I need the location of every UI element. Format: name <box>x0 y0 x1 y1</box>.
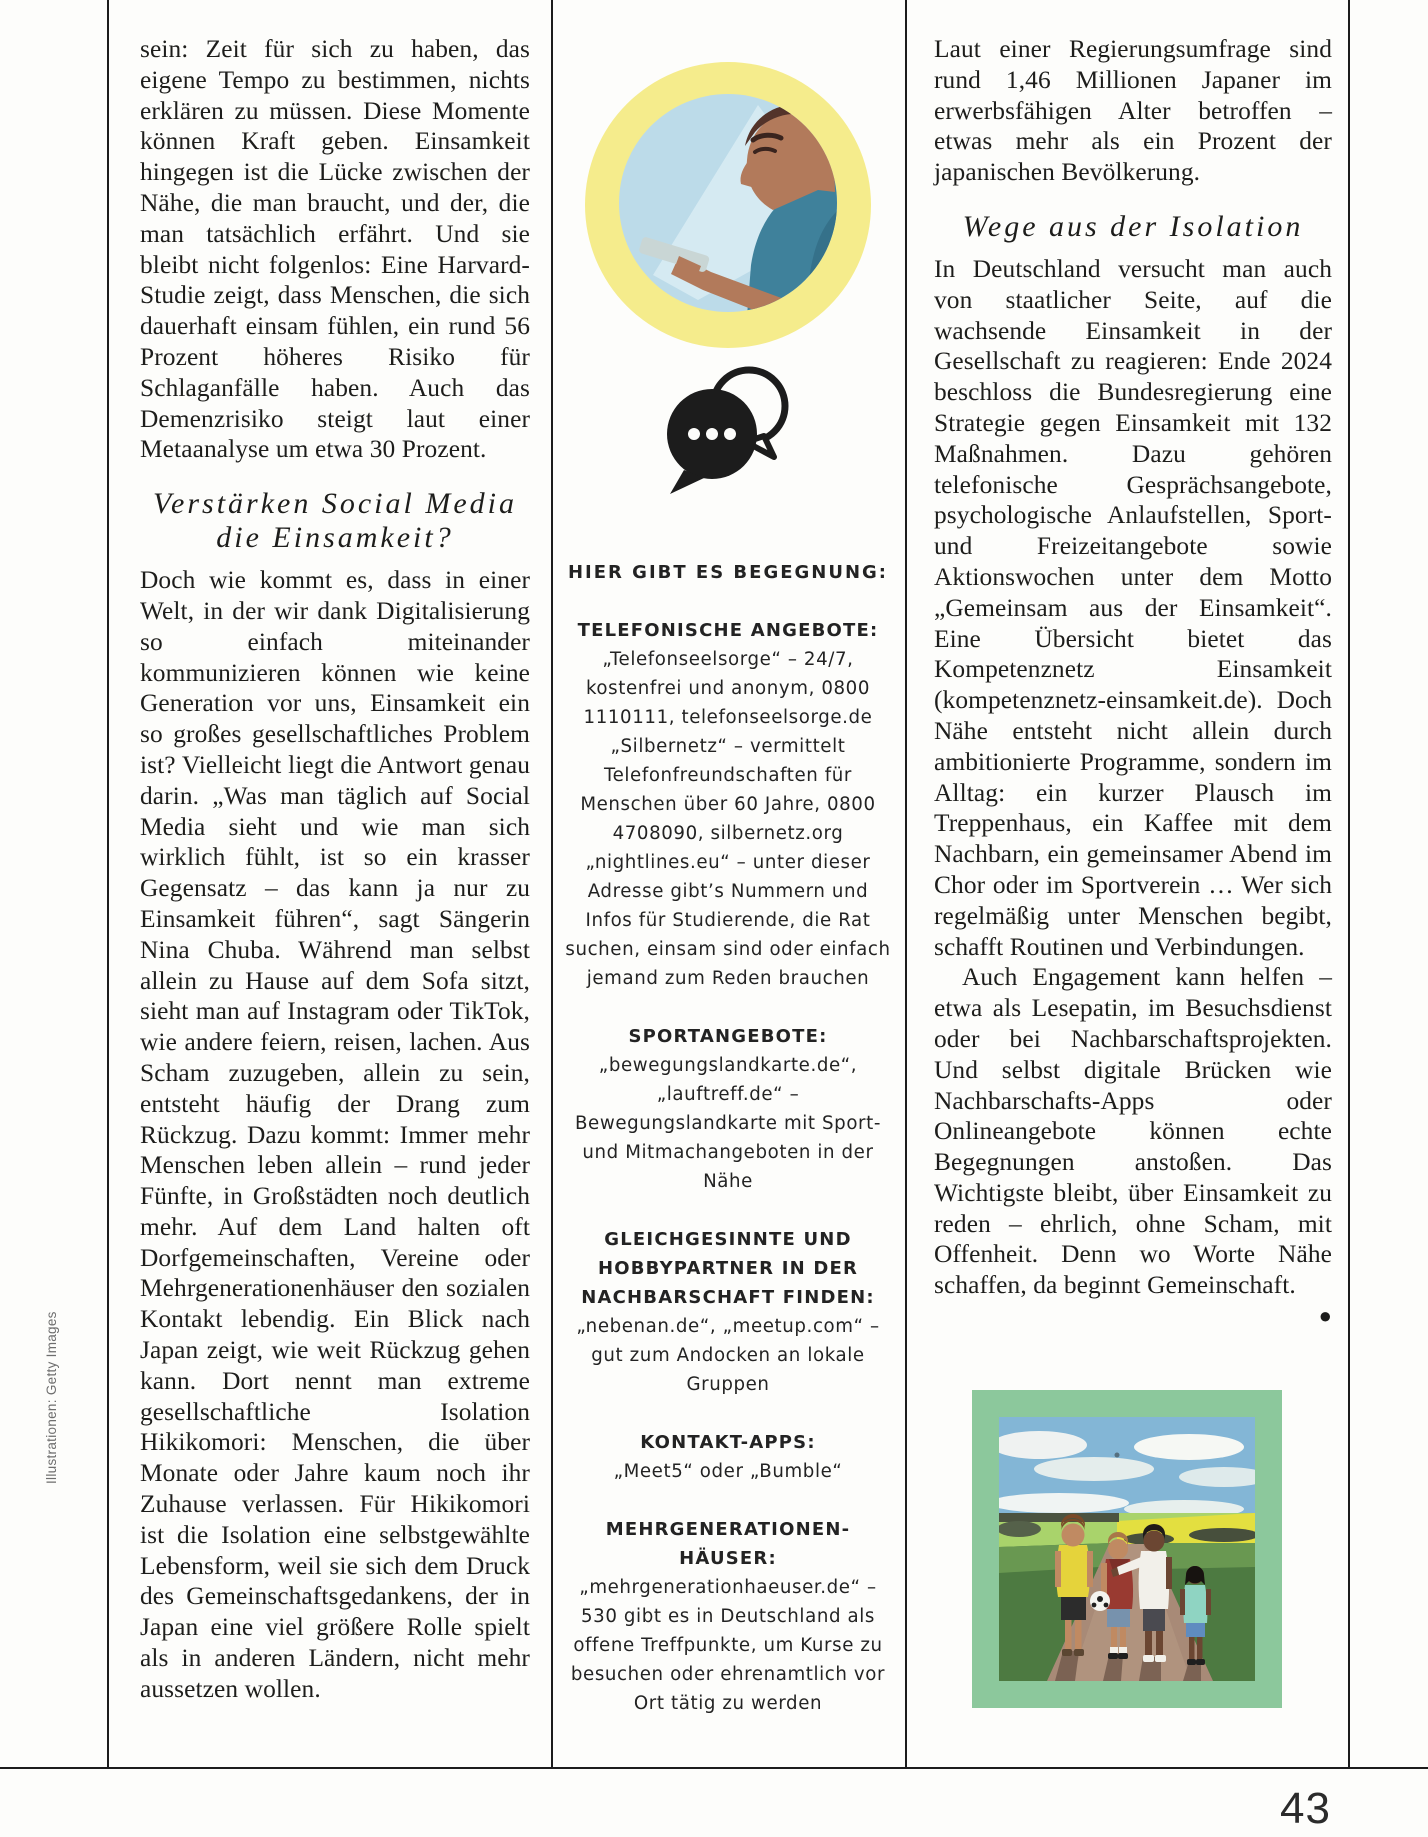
info-section-body: „bewegungslandkarte.de“, „lauftreff.de“ – Bewegungslandkarte mit Sport- und Mitmachangeboten in der Nähe <box>574 1055 882 1192</box>
children-walking-illustration-frame <box>972 1390 1282 1708</box>
info-section-gleichgesinnte <box>564 1225 892 1399</box>
info-section-heading: MEHRGENERATIONEN-HÄUSER: <box>605 1519 851 1569</box>
body-paragraph: Laut einer Regierungsumfrage sind rund 1,46 Millionen Japaner im erwerbsfähigen Alter betroffen – etwas mehr als ein Prozent der japanischen Bevölkerung. <box>934 35 1332 187</box>
info-box-title: HIER GIBT ES BEGEGNUNG: <box>567 562 889 583</box>
chat-bubbles-icon-wrap <box>564 360 892 502</box>
info-section-body: „nebenan.de“, „meetup.com“ – gut zum Andocken an lokale Gruppen <box>576 1316 880 1395</box>
info-section-heading: SPORTANGEBOTE: <box>628 1026 828 1047</box>
body-paragraph: sein: Zeit für sich zu haben, das eigene Tempo zu bestimmen, nichts erklären zu müssen. Diese Momente können Kraft geben. Einsamkeit hingegen ist die Lücke zwischen der Nähe, die man braucht, und der, die man tatsächlich erfährt. Und sie bleibt nicht folgenlos: Eine Harvard-Studie zeigt, dass Menschen, die sich dauerhaft einsam fühlen, ein rund 56 Prozent höheres Risiko für Schlaganfälle haben. Auch das Demenzrisiko steigt laut einer Metaanalyse um etwa 30 Prozent. <box>140 35 530 464</box>
info-box-column <box>564 60 892 1718</box>
article-column-left <box>140 34 530 1705</box>
footer-rule <box>0 1767 1428 1769</box>
page-number: 43 <box>1280 1784 1331 1833</box>
right-margin-rule <box>1348 0 1350 1768</box>
column-rule-2 <box>905 0 907 1768</box>
illustration-credit: Illustrationen: Getty Images <box>44 1311 59 1484</box>
left-margin-rule <box>107 0 109 1768</box>
article-column-right <box>934 34 1332 1332</box>
body-paragraph: Doch wie kommt es, dass in einer Welt, in der wir dank Digitalisierung so einfach miteinander kommunizieren können wie keine Generation vor uns, Einsamkeit ein so großes gesellschaftliches Problem ist? Vielleicht liegt die Antwort genau darin. „Was man täglich auf Social Media sieht und wie man sich wirklich fühlt, ist so ein krasser Gegensatz – das kann ja nur zu Einsamkeit führen“, sagt Sängerin Nina Chuba. Während man selbst allein zu Hause auf dem Sofa sitzt, sieht man auf Instagram oder TikTok, wie andere feiern, reisen, lachen. Aus Scham zuzugeben, allein zu sein, entsteht häufig der Drang zum Rückzug. Dazu kommt: Immer mehr Menschen leben allein – rund jeder Fünfte, in Großstädten noch deutlich mehr. Auf dem Land halten oft Dorfgemeinschaften, Vereine oder Mehrgenerationenhäuser den sozialen Kontakt lebendig. Ein Blick nach Japan zeigt, wie weit Rückzug gehen kann. Dort nennt man extreme gesellschaftliche Isolation Hikikomori: Menschen, die über Monate oder Jahre kaum noch ihr Zuhause verlassen. Für Hikikomori ist die Isolation eine selbstgewählte Lebensform, weil sie sich dem Druck des Gemeinschaftsgedankens, der in Japan eine viel größere Rolle spielt als in anderen Ländern, nicht mehr aussetzen wollen. <box>140 566 530 1703</box>
info-section-heading: GLEICHGESINNTE UND HOBBYPARTNER IN DER NACHBARSCHAFT FINDEN: <box>581 1229 875 1308</box>
info-section-heading: TELEFONISCHE ANGEBOTE: <box>577 620 879 641</box>
info-section-kontakt-apps <box>564 1428 892 1486</box>
paragraph-text: Auch Engagement kann helfen – etwa als Lesepatin, im Besuchsdienst oder bei Nachbarschaftsprojekten. Und selbst digitale Brücken wie Nachbarschafts-Apps oder Onlineangebote können echte Begegnungen anstoßen. Das Wichtigste bleibt, über Einsamkeit zu reden – ehrlich, ohne Scham, mit Offenheit. Denn wo Worte Nähe schaffen, da beginnt Gemeinschaft. <box>934 963 1332 1300</box>
column-rule-1 <box>551 0 553 1768</box>
info-section-telefonische-angebote <box>564 616 892 993</box>
children-walking-illustration <box>999 1417 1255 1681</box>
person-reading-phone-illustration <box>583 60 873 350</box>
info-section-body: „mehrgenerationhaeuser.de“ – 530 gibt es in Deutschland als offene Treffpunkte, um Kurse zu besuchen oder ehrenamtlich vor Ort tätig zu werden <box>570 1577 886 1714</box>
section-heading-wege-aus-der-isolation: Wege aus der Isolation <box>962 209 1304 243</box>
info-section-heading: KONTAKT-APPS: <box>640 1432 816 1453</box>
article-end-mark: ● <box>1318 1303 1332 1329</box>
info-section-sportangebote <box>564 1022 892 1196</box>
body-paragraph <box>934 962 1332 1329</box>
chat-bubbles-icon <box>660 360 796 498</box>
info-section-mehrgenerationenhaeuser <box>564 1515 892 1718</box>
body-paragraph: In Deutschland versucht man auch von staatlicher Seite, auf die wachsende Einsamkeit in der Gesellschaft zu reagieren: Ende 2024 beschloss die Bundesregierung eine Strategie gegen Einsamkeit mit 132 Maßnahmen. Dazu gehören telefonische Gesprächsangebote, psychologische Anlaufstellen, Sport- und Freizeitangebote sowie Aktionswochen unter dem Motto „Gemeinsam aus der Einsamkeit“. Eine Übersicht bietet das Kompetenznetz Einsamkeit (kompetenznetz-einsamkeit.de). Doch Nähe entsteht nicht allein durch ambitionierte Programme, sondern im Alltag: ein kurzer Plausch im Treppenhaus, ein Kaffee mit dem Nachbarn, ein gemeinsamer Abend im Chor oder im Sportverein … Wer sich regelmäßig unter Menschen begibt, schafft Routinen und Verbindungen. <box>934 254 1332 961</box>
info-section-body: „Telefonseelsorge“ – 24/7, kostenfrei und anonym, 0800 1110111, telefonseelsorge.de „Silbernetz“ – vermittelt Telefonfreundschaften für Menschen über 60 Jahre, 0800 4708090, silbernetz.org „nightlines.eu“ – unter dieser Adresse gibt’s Nummern und Infos für Studierende, die Rat suchen, einsam sind oder einfach jemand zum Reden brauchen <box>565 649 891 989</box>
section-heading-social-media: Verstärken Social Media die Einsamkeit? <box>153 487 517 555</box>
info-section-body: „Meet5“ oder „Bumble“ <box>613 1461 843 1482</box>
